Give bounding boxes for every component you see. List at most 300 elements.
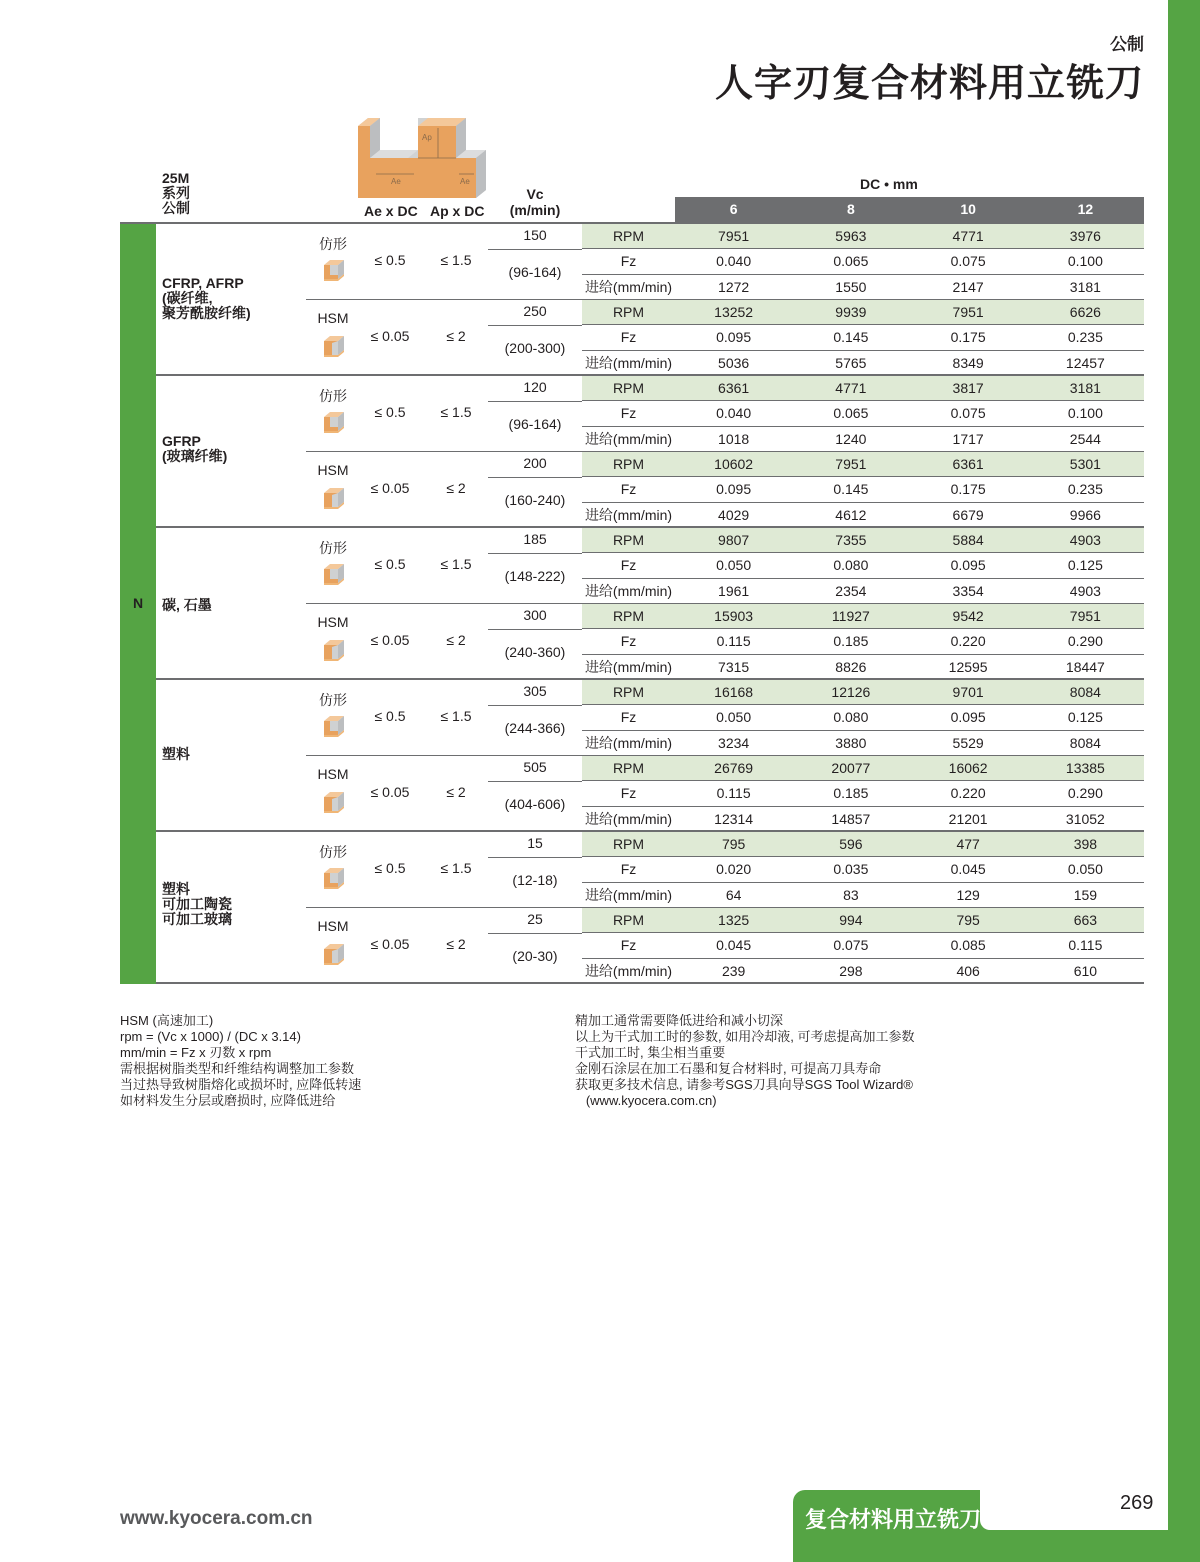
table-row-fz [582,249,1144,274]
vc-range: (20-30) [512,948,558,964]
row-label: Fz [620,405,637,422]
row-label: Fz [620,557,637,574]
cell-value: 12314 [714,810,754,827]
strategy-block [306,604,1144,680]
cell-value: 0.050 [716,709,752,726]
table-row-fz [582,705,1144,730]
cell-value: 0.125 [1067,709,1103,726]
table-row-fz [582,477,1144,502]
cell-value: 8084 [1069,734,1101,751]
row-label: RPM [582,908,675,932]
cell-value: 9966 [1069,506,1101,523]
cell-value: 4771 [952,228,984,244]
vc-value: 300 [523,607,547,623]
table-row-feed [582,731,1144,756]
parameter-rows [582,452,1144,528]
cell-value: 14857 [831,810,871,827]
cell-value: 6361 [952,456,984,472]
strategy-block [306,452,1144,528]
cell-value: 159 [1073,886,1098,903]
cell-value: 6361 [718,380,750,396]
vc-range: (96-164) [508,264,562,280]
cell-value: 0.115 [716,633,751,650]
page-title: 人字刃复合材料用立铣刀 [714,63,1144,105]
parameter-rows [582,604,1144,680]
row-label: Fz [620,937,637,954]
cell-value: 0.100 [1067,253,1103,270]
table-row-feed [582,579,1144,604]
cell-value: 0.095 [716,329,752,346]
row-label: 进给(mm/min) [584,658,673,675]
cell-value: 0.095 [716,481,752,498]
vc-divider [488,629,582,630]
cell-value: 0.125 [1067,557,1103,574]
table-row-fz [582,629,1144,654]
vc-value: 250 [523,303,547,319]
material-name: 塑料 可加工陶瓷 可加工玻璃 [162,881,232,927]
cell-value: 4903 [1069,532,1101,548]
cell-value: 7951 [952,304,984,320]
vc-divider [488,477,582,478]
cell-value: 7951 [718,228,750,244]
row-label: 进给(mm/min) [584,278,673,295]
cell-value: 0.035 [833,861,869,878]
ae-value: ≤ 0.5 [374,708,406,724]
cell-value: 0.075 [833,937,869,954]
cell-value: 795 [956,912,980,928]
cell-value: 26769 [714,760,754,776]
vc-range: (404-606) [504,796,566,812]
ap-value: ≤ 2 [446,632,466,648]
row-label: 进给(mm/min) [584,886,673,903]
profile-milling-icon [322,410,346,434]
cell-value: 31052 [1065,810,1105,827]
parameter-rows [582,832,1144,908]
svg-text:Ap: Ap [422,133,432,142]
material-name: 塑料 [162,746,190,762]
cell-value: 0.040 [716,405,752,422]
ae-value: ≤ 0.5 [374,860,406,876]
cell-value: 3880 [835,734,867,751]
parameter-rows [582,680,1144,756]
row-label: Fz [620,861,637,878]
ap-value: ≤ 2 [446,784,466,800]
cell-value: 0.220 [950,785,986,802]
row-label: RPM [582,452,675,476]
cell-value: 0.075 [950,253,986,270]
cell-value: 129 [956,886,980,903]
cell-value: 0.145 [833,329,869,346]
cell-value: 239 [721,962,746,979]
notes-left: HSM (高速加工) rpm = (Vc x 1000) / (DC x 3.14) mm/min = Fz x 刃数 x rpm 需根据树脂类型和纤维结构调整加工参数 当过热导致树脂熔化或损坏时, 应降低转速 如材料发生分层或磨损时, 应降低进给 [120,1013,362,1108]
row-label: Fz [620,481,637,498]
cell-value: 5301 [1069,456,1101,472]
row-label: Fz [620,709,637,726]
cell-value: 0.045 [950,861,986,878]
cell-value: 1961 [718,582,750,599]
cell-value: 3817 [952,380,984,396]
cell-value: 12126 [831,684,871,700]
ap-value: ≤ 1.5 [440,252,472,268]
cell-value: 0.175 [950,481,986,498]
vc-range: (244-366) [504,720,566,736]
cell-value: 6679 [952,506,984,523]
material-group [156,832,1144,984]
cell-value: 1272 [718,278,750,295]
hsm-milling-icon [322,638,346,662]
hsm-milling-icon [322,486,346,510]
cell-value: 0.115 [716,785,751,802]
table-row-fz [582,553,1144,578]
row-label: 进给(mm/min) [584,430,673,447]
strategy-label: 仿形 [319,844,347,860]
ae-value: ≤ 0.5 [374,556,406,572]
parameter-rows [582,300,1144,376]
table-row-fz [582,401,1144,426]
vc-range: (12-18) [512,872,558,888]
cell-value: 994 [839,912,863,928]
cell-value: 663 [1073,912,1098,928]
table-row-rpm [582,224,1144,249]
row-label: RPM [582,832,675,856]
ap-value: ≤ 2 [446,936,466,952]
table-row-rpm [582,528,1144,553]
parameter-rows [582,756,1144,832]
cell-value: 4903 [1069,582,1101,599]
cell-value: 7951 [835,456,867,472]
cell-value: 0.175 [950,329,986,346]
cell-value: 6626 [1069,304,1101,320]
series-label: 25M 系列 公制 [162,170,190,216]
cell-value: 5765 [835,354,867,371]
cell-value: 795 [721,836,746,852]
vc-divider [488,553,582,554]
table-row-rpm [582,908,1144,933]
cell-value: 1240 [835,430,867,447]
cell-value: 0.220 [950,633,986,650]
material-group [156,224,1144,376]
strategy-block [306,300,1144,376]
cell-value: 0.065 [833,405,869,422]
cell-value: 15903 [714,608,754,624]
strategy-block [306,756,1144,832]
cell-value: 7355 [835,532,867,548]
dc-values-bar [675,197,1144,222]
row-label: 进给(mm/min) [584,962,673,979]
cell-value: 5036 [718,354,750,371]
cell-value: 0.115 [1068,937,1103,954]
vc-range: (200-300) [504,340,566,356]
dc-10: 10 [960,201,976,217]
cell-value: 2147 [952,278,984,295]
table-row-rpm [582,376,1144,401]
strategy-label: HSM [317,766,349,782]
cell-value: 0.080 [833,709,869,726]
notes-right: 精加工通常需要降低进给和减小切深 以上为干式加工时的参数, 如用冷却液, 可考虑提高加工参数 干式加工时, 集尘相当重要 金刚石涂层在加工石墨和复合材料时, 可提高刀具寿命 获取更多技术信息, 请参考SGS刀具向导SGS Tool Wizard® (www.kyocera.com.cn) [575,1013,915,1108]
cell-value: 0.290 [1067,633,1103,650]
cell-value: 4612 [835,506,867,523]
vc-value: 185 [523,531,547,547]
cell-value: 4771 [835,380,867,396]
vc-divider [488,857,582,858]
ap-value: ≤ 1.5 [440,556,472,572]
cell-value: 0.185 [833,633,869,650]
svg-text:Ae: Ae [460,177,470,186]
cell-value: 13385 [1065,760,1105,776]
vc-value: 200 [523,455,547,471]
cell-value: 4029 [718,506,750,523]
table-row-fz [582,781,1144,806]
cell-value: 13252 [714,304,754,320]
cell-value: 0.050 [1067,861,1103,878]
ap-value: ≤ 2 [446,480,466,496]
strategy-label: HSM [317,614,349,630]
cell-value: 0.235 [1067,481,1103,498]
cell-value: 3181 [1069,278,1101,295]
strategy-label: 仿形 [319,236,347,252]
strategy-block [306,832,1144,908]
table-row-feed [582,959,1144,984]
cell-value: 477 [956,836,980,852]
cell-value: 3181 [1069,380,1101,396]
table-row-fz [582,325,1144,350]
side-color-strip [1168,0,1200,1562]
cell-value: 64 [725,886,742,903]
ap-value: ≤ 1.5 [440,860,472,876]
iso-group-label: N [132,595,144,611]
row-label: Fz [620,633,637,650]
dc-header: DC • mm [860,176,918,192]
cell-value: 3976 [1069,228,1101,244]
vc-value: 150 [523,227,547,243]
cell-value: 298 [839,962,863,979]
cell-value: 5529 [952,734,984,751]
material-group [156,680,1144,832]
strategy-block [306,376,1144,452]
cell-value: 5884 [952,532,984,548]
cell-value: 11927 [831,608,870,624]
row-label: RPM [582,224,675,248]
cell-value: 0.235 [1067,329,1103,346]
vc-divider [488,781,582,782]
table-row-rpm [582,300,1144,325]
dc-8: 8 [846,201,855,217]
cell-value: 2354 [835,582,867,599]
parameter-rows [582,224,1144,300]
cell-value: 0.290 [1067,785,1103,802]
strategy-label: 仿形 [319,692,347,708]
strategy-block [306,680,1144,756]
cell-value: 0.080 [833,557,869,574]
cell-value: 0.050 [716,557,752,574]
cell-value: 10602 [714,456,754,472]
cell-value: 7951 [1069,608,1101,624]
table-row-rpm [582,452,1144,477]
table-row-rpm [582,756,1144,781]
cell-value: 596 [839,836,863,852]
table-row-fz [582,933,1144,958]
row-label: RPM [582,680,675,704]
cell-value: 0.185 [833,785,869,802]
vc-divider [488,401,582,402]
cell-value: 20077 [831,760,871,776]
strategy-label: 仿形 [319,388,347,404]
cell-value: 0.145 [833,481,869,498]
vc-range: (96-164) [508,416,562,432]
strategy-label: HSM [317,310,349,326]
cell-value: 5963 [835,228,867,244]
ap-dc-header: Ap x DC [430,203,485,219]
row-label: 进给(mm/min) [584,506,673,523]
cell-value: 1325 [718,912,750,928]
profile-milling-icon [322,258,346,282]
cell-value: 0.095 [950,709,986,726]
cell-value: 3234 [718,734,750,751]
cell-value: 0.100 [1067,405,1103,422]
cell-value: 16062 [948,760,988,776]
vc-range: (240-360) [504,644,566,660]
ae-dc-header: Ae x DC [364,203,418,219]
material-name: 碳, 石墨 [162,597,212,613]
row-label: 进给(mm/min) [584,354,673,371]
cell-value: 9939 [835,304,867,320]
footer-url-link[interactable]: www.kyocera.com.cn [120,1508,313,1529]
material-group [156,528,1144,680]
section-tab-label: 复合材料用立铣刀 [805,1507,982,1532]
cell-value: 610 [1073,962,1098,979]
row-label: 进给(mm/min) [584,734,673,751]
cell-value: 12457 [1065,354,1105,371]
parameter-rows [582,908,1144,984]
cell-value: 0.095 [950,557,986,574]
svg-text:Ae: Ae [391,177,401,186]
material-group [156,376,1144,528]
cell-value: 0.065 [833,253,869,270]
cell-value: 9542 [952,608,984,624]
hsm-milling-icon [322,790,346,814]
ae-value: ≤ 0.05 [370,784,410,800]
profile-milling-icon [322,866,346,890]
ap-value: ≤ 2 [446,328,466,344]
table-row-feed [582,503,1144,528]
table-row-feed [582,351,1144,376]
row-label: RPM [582,756,675,780]
table-row-rpm [582,680,1144,705]
vc-value: 505 [523,759,547,775]
profile-milling-icon [322,714,346,738]
row-label: RPM [582,528,675,552]
cutting-depth-diagram-icon [358,118,488,198]
ap-value: ≤ 1.5 [440,708,472,724]
cell-value: 0.075 [950,405,986,422]
cell-value: 398 [1073,836,1098,852]
table-row-fz [582,857,1144,882]
vc-value: 25 [527,911,543,927]
vc-value: 305 [523,683,547,699]
table-row-rpm [582,604,1144,629]
vc-range: (160-240) [504,492,566,508]
row-label: RPM [582,300,675,324]
row-label: Fz [620,329,637,346]
vc-range: (148-222) [504,568,566,584]
row-label: Fz [620,253,637,270]
cell-value: 9701 [952,684,984,700]
row-label: 进给(mm/min) [584,810,673,827]
strategy-block [306,908,1144,984]
cell-value: 406 [956,962,980,979]
table-row-feed [582,807,1144,832]
vc-header: Vc (m/min) [509,186,561,218]
vc-divider [488,249,582,250]
strategy-label: HSM [317,918,349,934]
vc-value: 120 [523,379,547,395]
vc-divider [488,325,582,326]
cell-value: 18447 [1065,658,1105,675]
cell-value: 1550 [835,278,867,295]
cell-value: 8349 [952,354,984,371]
table-row-feed [582,655,1144,680]
vc-divider [488,705,582,706]
row-label: RPM [582,604,675,628]
dc-6: 6 [729,201,738,217]
cell-value: 16168 [714,684,754,700]
table-row-feed [582,883,1144,908]
page-number: 269 [1120,1492,1154,1514]
strategy-block [306,528,1144,604]
metric-label: 公制 [1110,35,1144,54]
cell-value: 9807 [718,532,750,548]
parameter-rows [582,528,1144,604]
parameter-rows [582,376,1144,452]
cell-value: 0.085 [950,937,986,954]
cell-value: 8826 [835,658,867,675]
ae-value: ≤ 0.05 [370,480,410,496]
table-row-feed [582,275,1144,300]
row-label: RPM [582,376,675,400]
ae-value: ≤ 0.5 [374,252,406,268]
cell-value: 1717 [952,430,984,447]
material-name: CFRP, AFRP (碳纤维, 聚芳酰胺纤维) [162,275,251,321]
strategy-label: 仿形 [319,540,347,556]
cell-value: 0.040 [716,253,752,270]
dc-12: 12 [1077,201,1094,217]
hsm-milling-icon [322,942,346,966]
table-row-rpm [582,832,1144,857]
vc-divider [488,933,582,934]
strategy-block [306,224,1144,300]
cell-value: 12595 [948,658,988,675]
cell-value: 83 [843,886,859,903]
material-name: GFRP (玻璃纤维) [162,433,228,464]
cell-value: 7315 [718,658,750,675]
cell-value: 0.020 [716,861,752,878]
cell-value: 8084 [1069,684,1101,700]
cell-value: 0.045 [716,937,752,954]
vc-value: 15 [527,835,543,851]
ap-value: ≤ 1.5 [440,404,472,420]
strategy-label: HSM [317,462,349,478]
row-label: Fz [620,785,637,802]
profile-milling-icon [322,562,346,586]
table-row-feed [582,427,1144,452]
row-label: 进给(mm/min) [584,582,673,599]
cell-value: 21201 [948,810,988,827]
hsm-milling-icon [322,334,346,358]
ae-value: ≤ 0.05 [370,632,410,648]
ae-value: ≤ 0.05 [370,936,410,952]
cell-value: 1018 [718,430,750,447]
ae-value: ≤ 0.05 [370,328,410,344]
